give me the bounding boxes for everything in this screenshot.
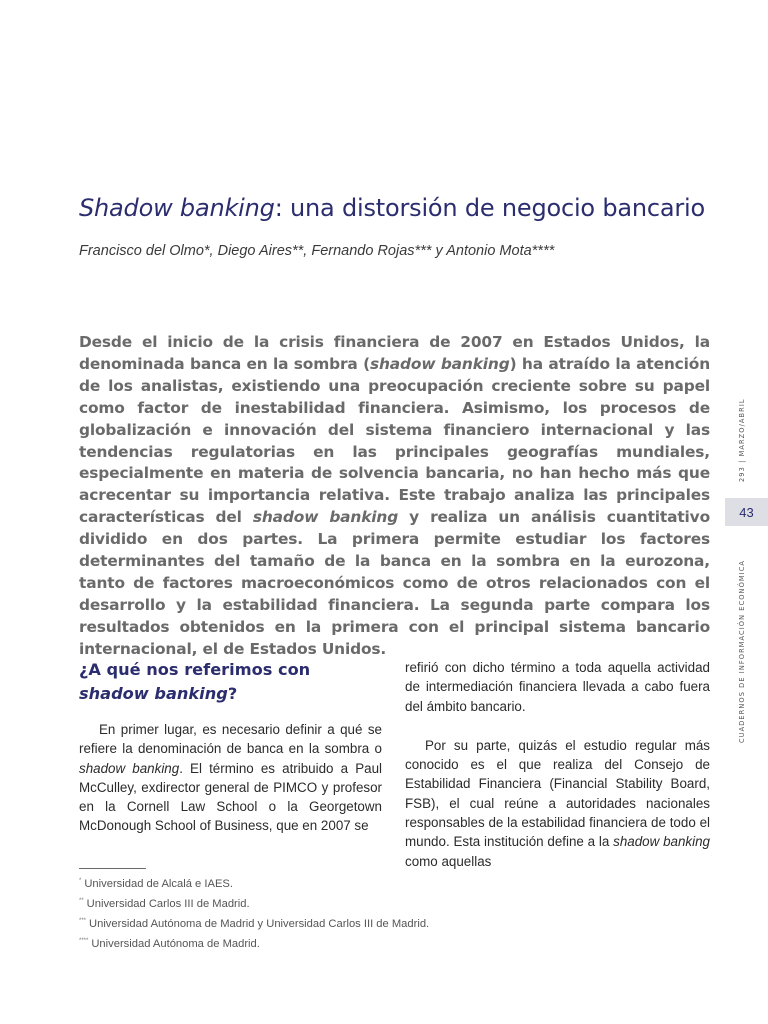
body-paragraph: refirió con dicho término a toda aquella actividad de intermediación financiera llevada a cabo fuera del ámbito bancario.	[405, 660, 710, 714]
abstract-text: Desde el inicio de la crisis financiera de 2007 en Estados Unidos, la denominada banca en la sombra (	[79, 333, 710, 373]
article-title	[79, 194, 719, 222]
footnote-text: Universidad de Alcalá e IAES.	[84, 878, 233, 890]
footnote	[79, 913, 579, 933]
abstract-term: shadow banking	[252, 508, 399, 527]
journal-name: CUADERNOS DE INFORMACIÓN ECONÓMICA	[738, 559, 746, 743]
footnote-mark: *	[79, 878, 82, 884]
paragraph-term: shadow banking	[79, 760, 180, 776]
footnote-mark: **	[79, 898, 84, 904]
body-paragraph	[79, 720, 382, 836]
footnote	[79, 893, 579, 913]
running-header	[738, 388, 750, 743]
heading-text: ?	[227, 684, 238, 703]
issue-label: 293 | MARZO/ABRIL	[738, 398, 746, 482]
footnote-text: Universidad Carlos III de Madrid.	[86, 898, 250, 910]
abstract-text: y realiza un análisis cuantitativo dividido en dos partes. La primera permite estudiar los factores determinantes del tamaño de la banca en la sombra en la eurozona, tanto de factores macroeconómicos como de otros relacionados con el desarrollo y la estabilidad financiera. La segunda parte compara los resultados obtenidos en la primera con el principal sistema bancario internacional, el de Estados Unidos.	[79, 508, 710, 658]
heading-text: ¿A qué nos referimos con	[79, 660, 311, 679]
footnote-text: Universidad Autónoma de Madrid.	[91, 938, 260, 950]
heading-term: shadow banking	[79, 684, 228, 703]
paragraph-text: . El término es atribuido a Paul McCulley, exdirector general de PIMCO y profesor en la Cornell Law School o la Georgetown McDonough School of Business, que en 2007 se	[79, 760, 382, 834]
author-list: Francisco del Olmo*, Diego Aires**, Fernando Rojas*** y Antonio Mota****	[79, 243, 555, 259]
body-paragraph	[405, 736, 710, 871]
paragraph-text: En primer lugar, es necesario definir a qué se refiere la denominación de banca en la sombra o	[79, 722, 382, 757]
abstract-text: ) ha atraído la atención de los analistas, existiendo una preocupación creciente sobre su papel como factor de inestabilidad financiera. Asimismo, los procesos de globalización e innovación del sistema financiero internacional y las tendencias regulatorias en las principales geografías mundiales, especialmente en materia de solvencia bancaria, no han hecho más que acrecentar su importancia relativa. Este trabajo analiza las principales características del	[79, 354, 710, 527]
footnotes	[79, 873, 579, 953]
paragraph-term: shadow banking	[613, 834, 710, 850]
paragraph-text: Por su parte, quizás el estudio regular más conocido es el que realiza del Consejo de Estabilidad Financiera (Financial Stability Board, FSB), el cual reúne a autoridades nacionales responsables de la estabilidad financiera de todo el mundo. Esta institución define a la	[405, 737, 710, 850]
footnote-mark: ****	[79, 938, 89, 944]
footnote-divider	[79, 868, 146, 869]
footnote-text: Universidad Autónoma de Madrid y Universidad Carlos III de Madrid.	[89, 918, 430, 930]
abstract-term: shadow banking	[369, 354, 510, 373]
right-column	[405, 658, 710, 871]
title-italic: Shadow banking	[79, 194, 275, 222]
left-column	[79, 658, 382, 836]
title-rest: : una distorsión de negocio bancario	[274, 194, 706, 222]
page-number: 43	[725, 498, 768, 526]
footnote	[79, 873, 579, 893]
footnote	[79, 933, 579, 953]
footnote-mark: ***	[79, 918, 87, 924]
section-heading	[79, 658, 382, 706]
abstract	[79, 332, 710, 661]
paragraph-text: como aquellas	[405, 853, 492, 869]
